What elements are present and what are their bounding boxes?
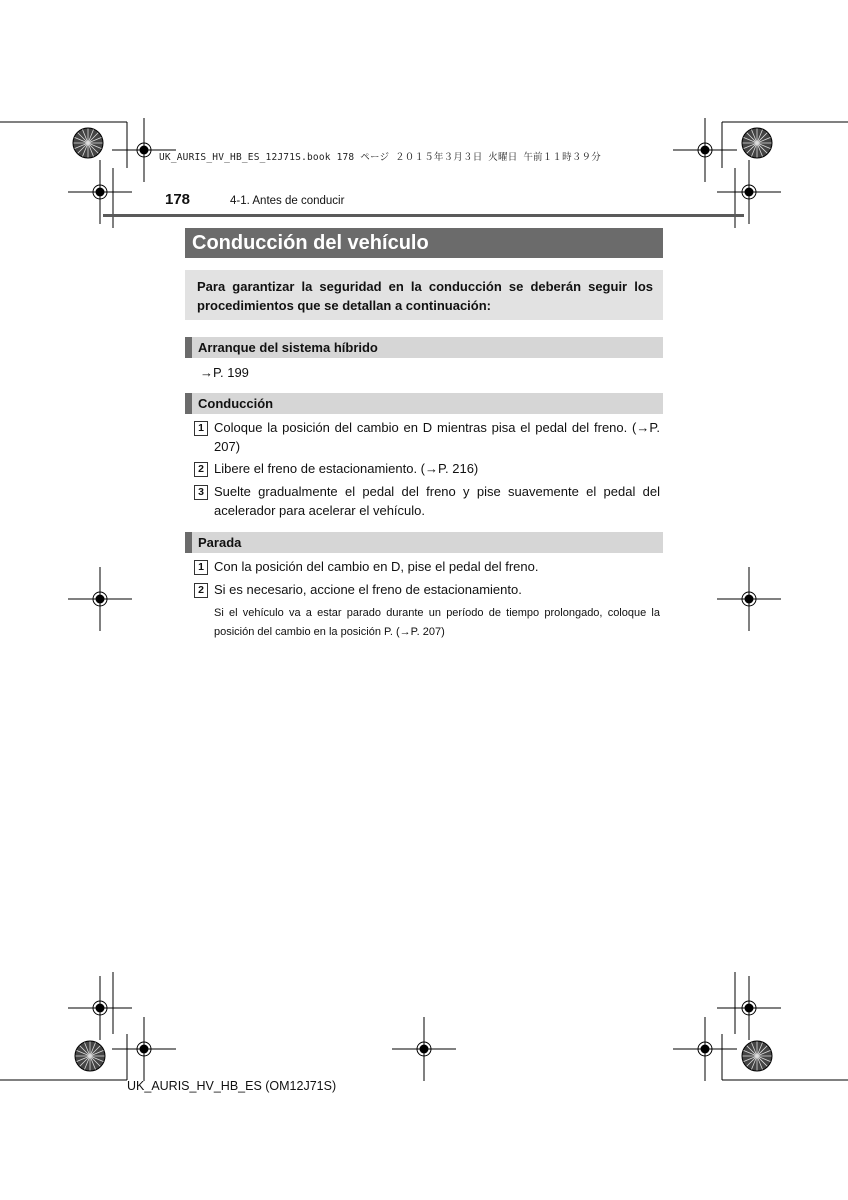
step-number: 1: [194, 560, 208, 575]
header-rule: [103, 214, 744, 217]
registration-mark-bottom-left: [0, 972, 176, 1081]
registration-mark-top-left: [0, 118, 176, 228]
step-number: 1: [194, 421, 208, 436]
step-number: 2: [194, 583, 208, 598]
registration-mark-bottom-center: [392, 1017, 456, 1081]
section-header-parada: Parada: [185, 532, 663, 553]
page-reference: [200, 364, 249, 383]
registration-mark-mid-left: [68, 567, 132, 631]
step-text: Suelte gradualmente el pedal del freno y pise suavemente el pedal del acelerador para acelerar el vehículo.: [214, 484, 660, 518]
section-header-arranque: Arranque del sistema híbrido: [185, 337, 663, 358]
registration-mark-mid-right: [717, 567, 781, 631]
registration-mark-bottom-right: [673, 972, 848, 1081]
step-text: Coloque la posición del cambio en D mientras pisa el pedal del freno. (→P. 207): [214, 420, 660, 454]
footer-code: UK_AURIS_HV_HB_ES (OM12J71S): [127, 1079, 337, 1093]
step-text: Si es necesario, accione el freno de estacionamiento.: [214, 582, 522, 597]
step-number: 3: [194, 485, 208, 500]
note-text: Si el vehículo va a estar parado durante un período de tiempo prolongado, coloque la posición del cambio en la posición P. (→P. 207): [214, 607, 660, 638]
page-reference-link[interactable]: P. 199: [213, 365, 249, 380]
section-header-conduccion: Conducción: [185, 393, 663, 414]
breadcrumb: 4-1. Antes de conducir: [230, 195, 345, 207]
step-text: Libere el freno de estacionamiento. (→P. 216): [214, 461, 479, 476]
step-number: 2: [194, 462, 208, 477]
arrow-icon: →: [200, 365, 213, 380]
step-text: Con la posición del cambio en D, pise el pedal del freno.: [214, 559, 539, 574]
page-title: Conducción del vehículo: [185, 228, 663, 258]
intro-box: Para garantizar la seguridad en la conducción se deberán seguir los procedimientos que se detallan a continuación:: [185, 270, 663, 320]
page-number: 178: [165, 191, 191, 208]
print-info-line: UK_AURIS_HV_HB_ES_12J71S.book 178 ページ ２０１５年３月３日 火曜日 午前１１時３９分: [159, 152, 601, 163]
registration-mark-top-right: [673, 118, 848, 228]
